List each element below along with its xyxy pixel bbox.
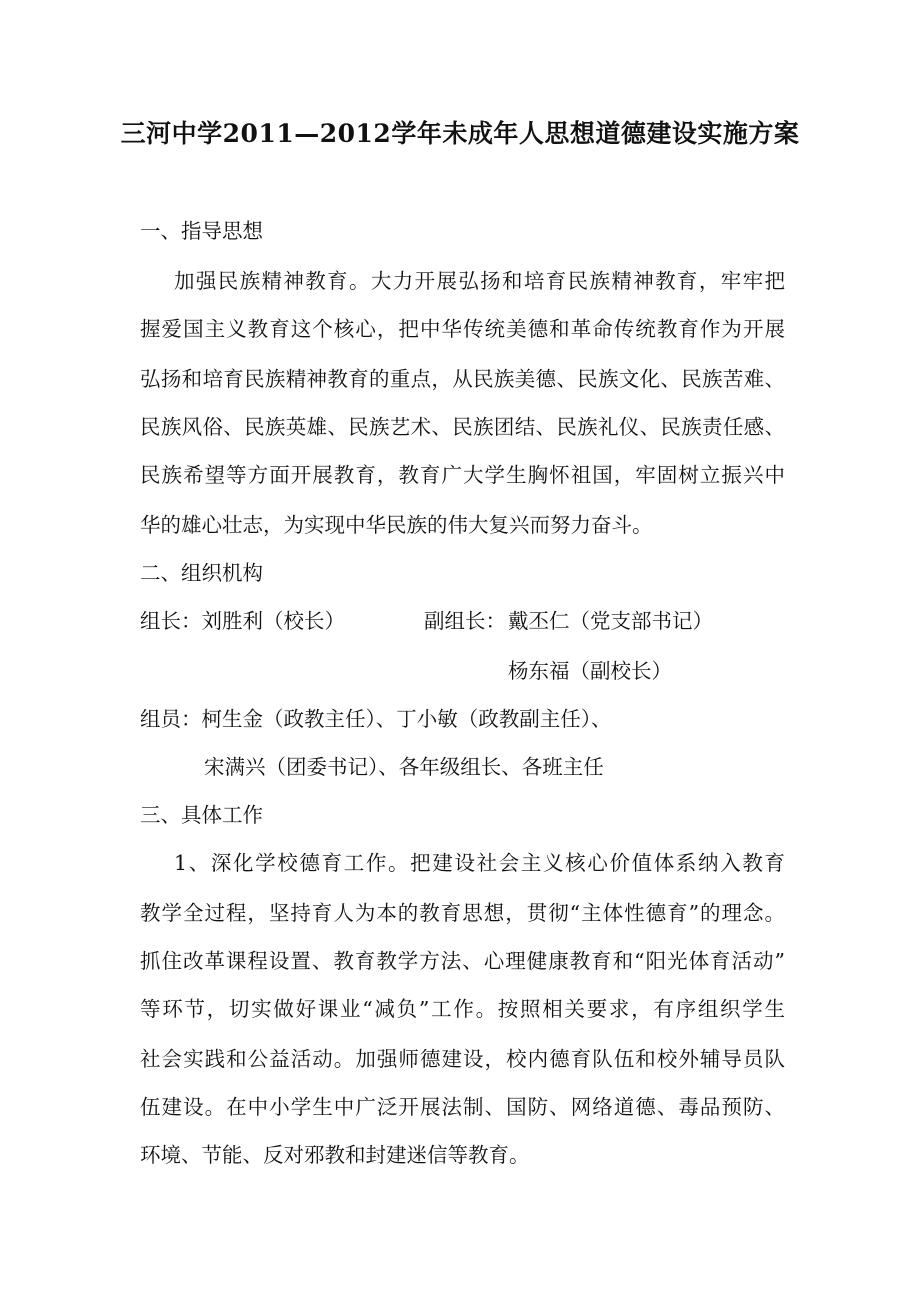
paragraph-line: 1、深化学校德育工作。把建设社会主义核心价值体系纳入教育 (174, 851, 785, 875)
paragraph-line: 握爱国主义教育这个核心，把中华传统美德和革命传统教育作为开展 (140, 317, 785, 341)
group-leader: 组长：刘胜利（校长） (140, 609, 345, 633)
section-heading-guiding-thought: 一、指导思想 (140, 219, 263, 243)
document-title: 三河中学2011—2012学年未成年人思想道德建设实施方案 (120, 119, 800, 148)
deputy-leader-1: 戴丕仁（党支部书记） (508, 609, 713, 633)
section-heading-organization: 二、组织机构 (140, 561, 263, 585)
paragraph-line: 环境、节能、反对邪教和封建迷信等教育。 (140, 1143, 530, 1167)
deputy-leader-label: 副组长： (424, 609, 506, 633)
paragraph-line: 民族风俗、民族英雄、民族艺术、民族团结、民族礼仪、民族责任感、 (140, 415, 785, 439)
paragraph-line: 民族希望等方面开展教育，教育广大学生胸怀祖国，牢固树立振兴中 (140, 463, 785, 487)
paragraph-line: 抓住改革课程设置、教育教学方法、心理健康教育和“阳光体育活动” (140, 949, 785, 973)
paragraph-line: 社会实践和公益活动。加强师德建设，校内德育队伍和校外辅导员队 (140, 1047, 785, 1071)
paragraph-line: 教学全过程，坚持育人为本的教育思想，贯彻“主体性德育”的理念。 (140, 901, 785, 925)
paragraph-line: 弘扬和培育民族精神教育的重点，从民族美德、民族文化、民族苦难、 (140, 367, 785, 391)
group-members-line-2: 宋满兴（团委书记）、各年级组长、各班主任 (204, 755, 604, 779)
paragraph-line: 华的雄心壮志，为实现中华民族的伟大复兴而努力奋斗。 (140, 513, 653, 537)
paragraph-line: 伍建设。在中小学生中广泛开展法制、国防、网络道德、毒品预防、 (140, 1095, 785, 1119)
group-members-line-1: 组员：柯生金（政教主任）、丁小敏（政教副主任）、 (140, 707, 612, 731)
deputy-leader-2: 杨东福（副校长） (508, 659, 672, 683)
paragraph-line: 加强民族精神教育。大力开展弘扬和培育民族精神教育，牢牢把 (174, 269, 785, 293)
paragraph-line: 等环节，切实做好课业“减负”工作。按照相关要求，有序组织学生 (140, 997, 785, 1021)
section-heading-specific-work: 三、具体工作 (140, 803, 263, 827)
